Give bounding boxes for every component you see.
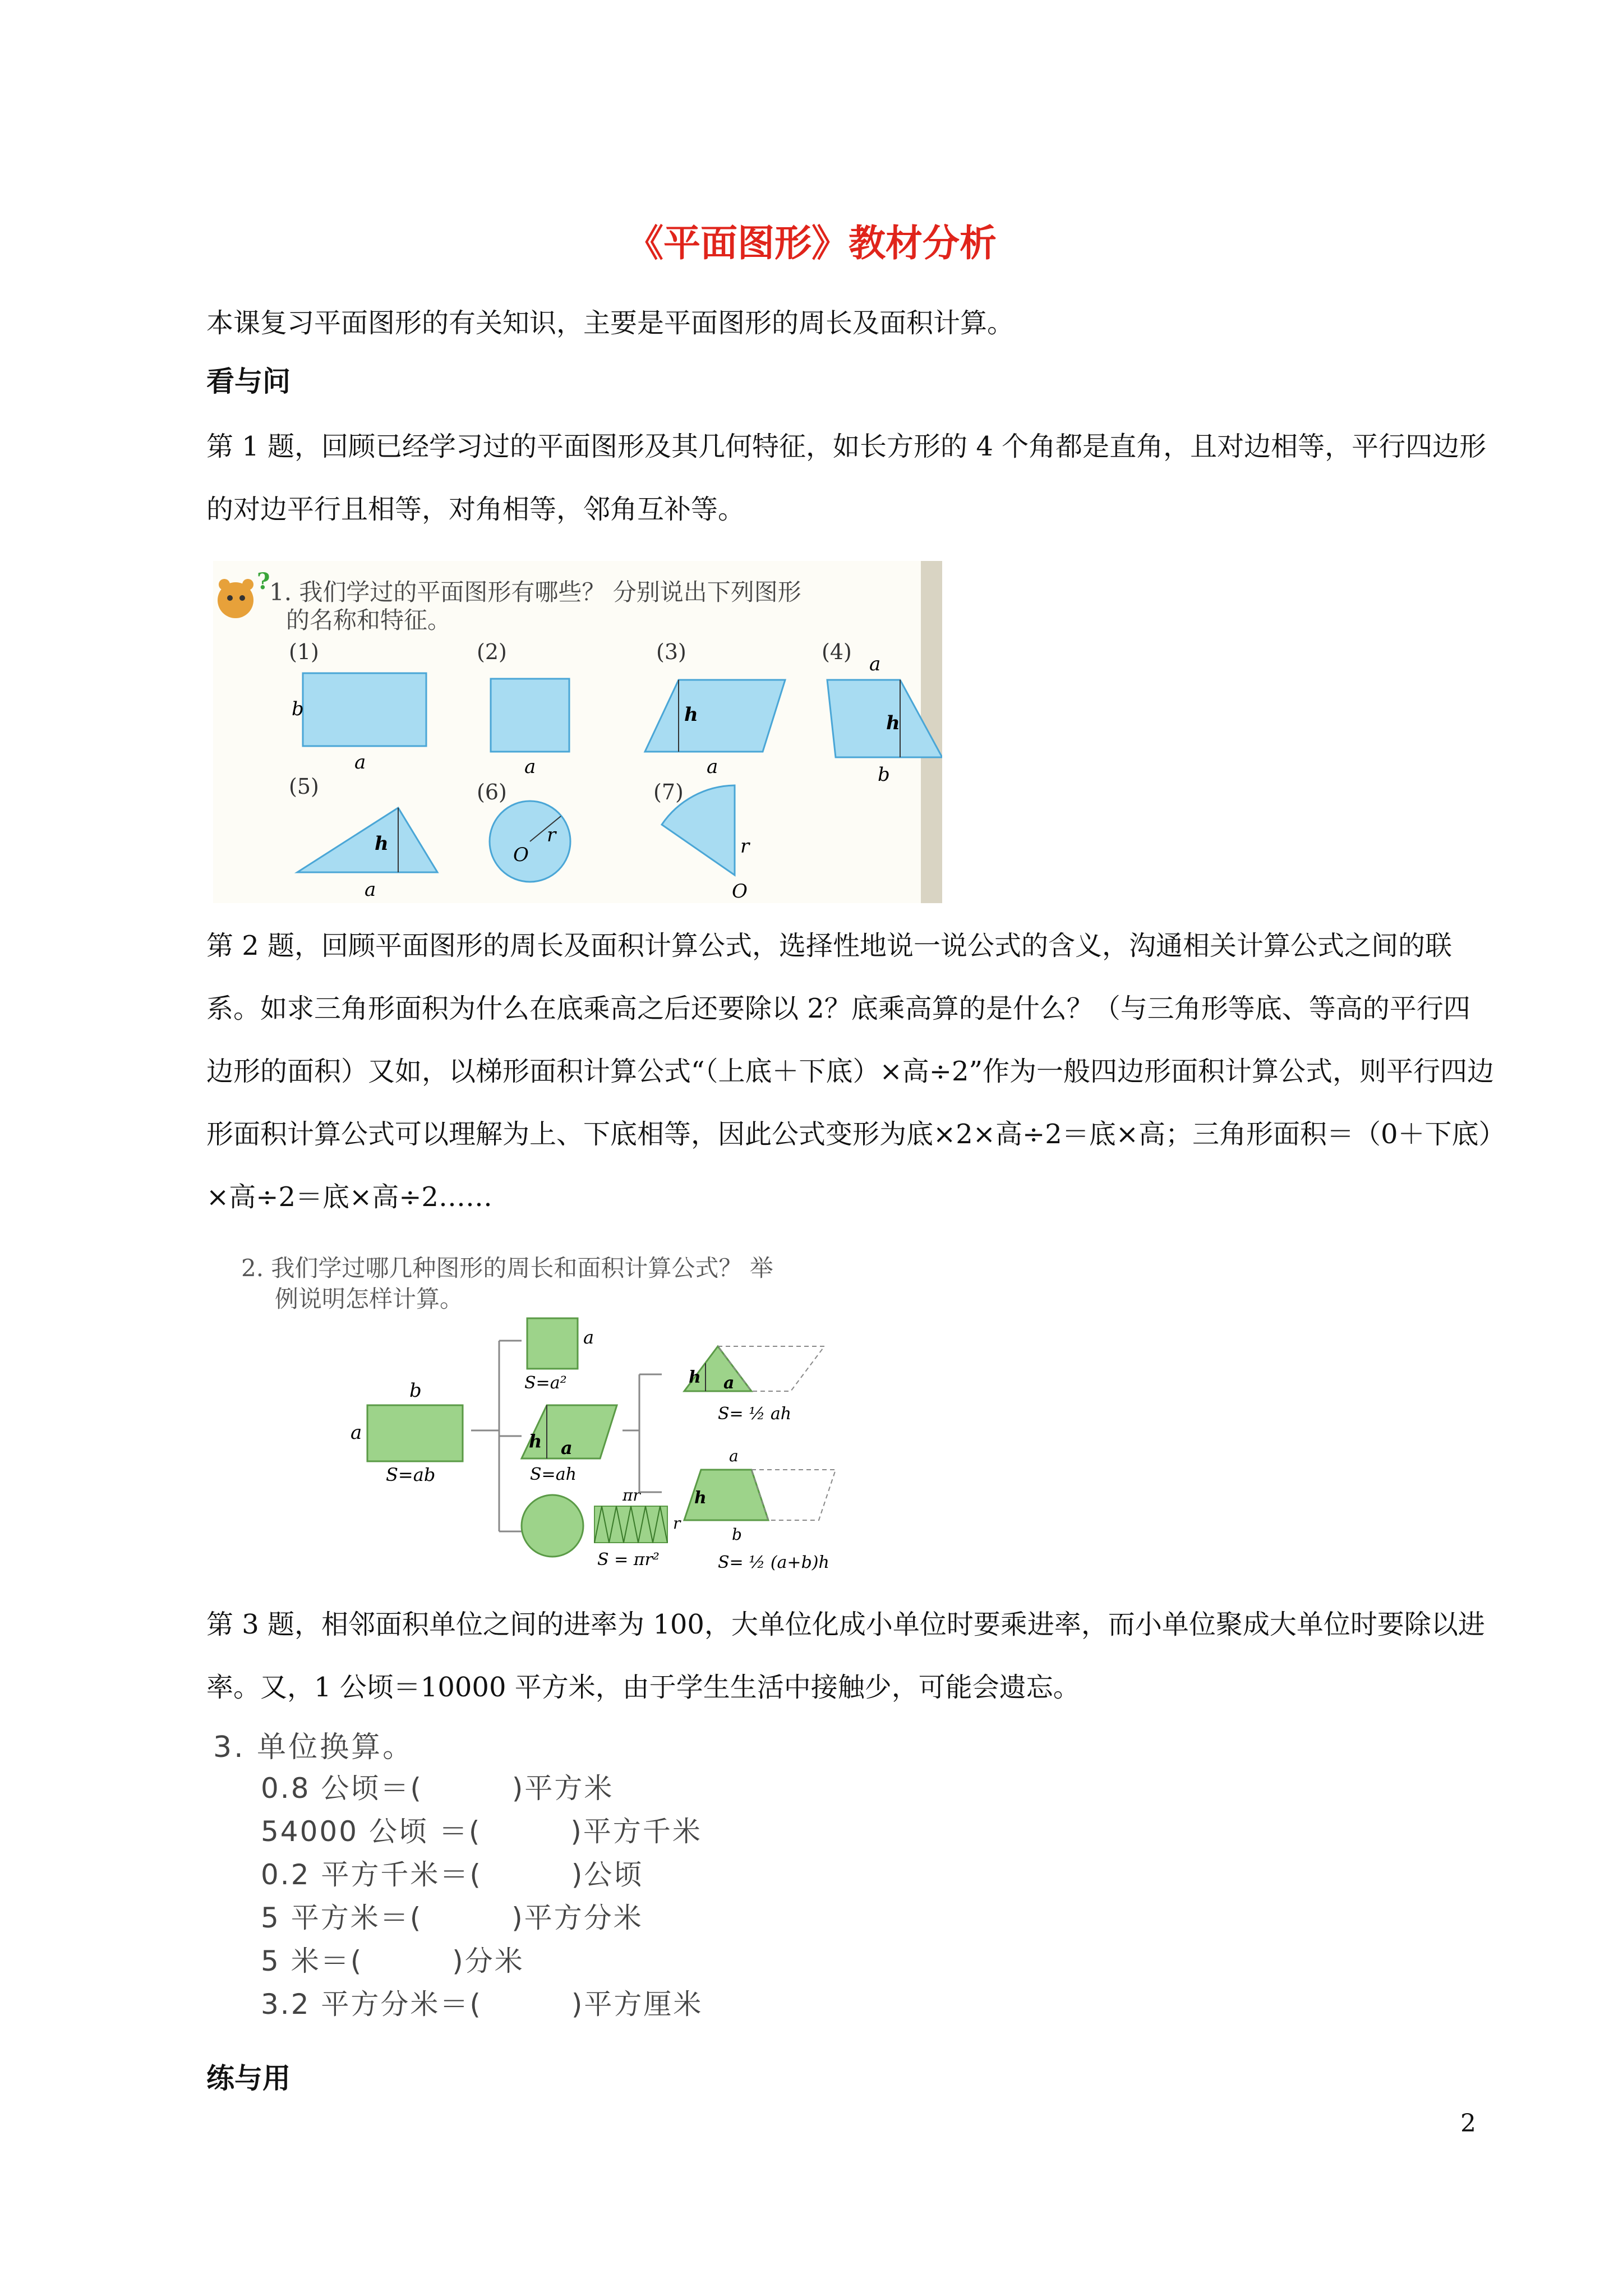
- page-number: 2: [1460, 2109, 1476, 2138]
- formula-triangle: S= ½ ah: [718, 1404, 792, 1424]
- label-3: (3): [656, 639, 686, 664]
- fig1-question-line2: 的名称和特征。: [286, 606, 451, 634]
- para-h-label: h: [684, 703, 698, 726]
- paragraph-q2: 第 2 题，回顾平面图形的周长及面积计算公式，选择性地说一说公式的含义，沟通相关计算公式之间的联系。如求三角形面积为什么在底乘高之后还要除以 2？底乘高算的是什么？（与三角形等底、等高的平行四边形的面积）又如，以梯形面积计算公式“（上底＋下底）×高÷2”作为一般四边形面积计算公式，则平行四边形面积计算公式可以理解为上、下底相等，因此公式变形为底×2×高÷2＝底×高；三角形面积＝（0＋下底）×高÷2＝底×高÷2……: [206, 930, 1495, 1213]
- formula-trapezoid: S= ½ (a+b)h: [718, 1553, 829, 1572]
- fig2-r-label: r: [673, 1514, 681, 1533]
- conversion-line: 5 平方米＝( )平方分米: [261, 1902, 643, 1934]
- fig2-circle: [522, 1495, 583, 1557]
- formula-circle: S = πr²: [597, 1550, 660, 1570]
- figure-area-formulas: [236, 1245, 909, 1576]
- sector-r-label: r: [740, 835, 750, 858]
- fig2-trap-b: b: [732, 1525, 742, 1544]
- section-heading-look-ask: 看与问: [206, 365, 291, 398]
- trap-b-label: b: [878, 763, 890, 786]
- trap-h-label: h: [886, 712, 900, 734]
- fig2-square: [527, 1318, 578, 1369]
- square-a-label: a: [524, 756, 536, 778]
- conversion-line: 0.2 平方千米＝( )公顷: [261, 1858, 644, 1891]
- formula-para: S=ah: [530, 1465, 577, 1484]
- svg-text:?: ?: [257, 568, 270, 595]
- page-title: 《平面图形》教材分析: [626, 222, 997, 265]
- conversion-line: 5 米＝( )分米: [261, 1945, 524, 1977]
- label-6: (6): [477, 780, 507, 804]
- rect-a-label: a: [354, 751, 366, 774]
- fig2-question-line2: 例说明怎样计算。: [275, 1285, 464, 1313]
- intro-paragraph: 本课复习平面图形的有关知识，主要是平面图形的周长及面积计算。: [206, 307, 1015, 339]
- fig2-para-a: a: [561, 1437, 573, 1458]
- tri-a-label: a: [365, 878, 376, 901]
- conversion-line: 54000 公顷 ＝( )平方千米: [261, 1815, 702, 1848]
- fig1-question-line1: 1. 我们学过的平面图形有哪些？ 分别说出下列图形: [269, 578, 801, 606]
- fig2-pir-label: πr: [623, 1486, 640, 1504]
- conversion-line: 0.8 公顷＝( )平方米: [261, 1772, 614, 1805]
- sector-o-label: O: [732, 880, 748, 903]
- fig2-branch-lines: [471, 1341, 522, 1531]
- label-4: (4): [822, 639, 852, 664]
- circle-o-label: O: [513, 844, 529, 866]
- paragraph-q3: 第 3 题，相邻面积单位之间的进率为 100，大单位化成小单位时要乘进率，而小单位聚成大单位时要除以进率。又，1 公顷＝10000 平方米，由于学生生活中接触少，可能会遗忘。: [206, 1609, 1485, 1703]
- fig2-trap-h: h: [694, 1488, 707, 1508]
- fig2-para-h: h: [529, 1430, 542, 1452]
- section-heading-practice: 练与用: [206, 2062, 291, 2095]
- fig2-square-a: a: [583, 1327, 594, 1348]
- fig2-rectangle: [367, 1405, 463, 1461]
- paragraph-q1: 第 1 题，回顾已经学习过的平面图形及其几何特征，如长方形的 4 个角都是直角，且对边相等，平行四边形的对边平行且相等，对角相等，邻角互补等。: [206, 431, 1487, 525]
- para-a-label: a: [707, 756, 718, 778]
- figure-plane-shapes: [213, 561, 942, 903]
- trap-a-label: a: [869, 653, 881, 675]
- rectangle-shape: [303, 673, 426, 746]
- rect-b-label: b: [292, 698, 304, 720]
- formula-rect: S=ab: [386, 1464, 436, 1485]
- fig2-question-line1: 2. 我们学过哪几种图形的周长和面积计算公式？ 举: [241, 1254, 773, 1282]
- label-5: (5): [289, 774, 319, 799]
- label-1: (1): [289, 639, 319, 664]
- figure-unit-conversion: [213, 1728, 830, 2026]
- formula-square: S=a²: [524, 1373, 567, 1393]
- fig2-tri-a: a: [723, 1373, 735, 1393]
- label-2: (2): [477, 639, 507, 664]
- fig2-trap-a: a: [729, 1447, 739, 1465]
- fig3-heading: 3. 单位换算。: [213, 1731, 414, 1764]
- circle-r-label: r: [547, 824, 556, 846]
- fig2-rect-b: b: [409, 1379, 422, 1402]
- tri-h-label: h: [375, 832, 389, 855]
- fig2-branch-lines-2: [623, 1374, 662, 1492]
- fig2-tri-h: h: [689, 1368, 701, 1387]
- square-shape: [491, 679, 569, 752]
- label-7: (7): [653, 780, 684, 804]
- conversion-line: 3.2 平方分米＝( )平方厘米: [261, 1988, 703, 2021]
- fig2-rect-a: a: [351, 1421, 362, 1444]
